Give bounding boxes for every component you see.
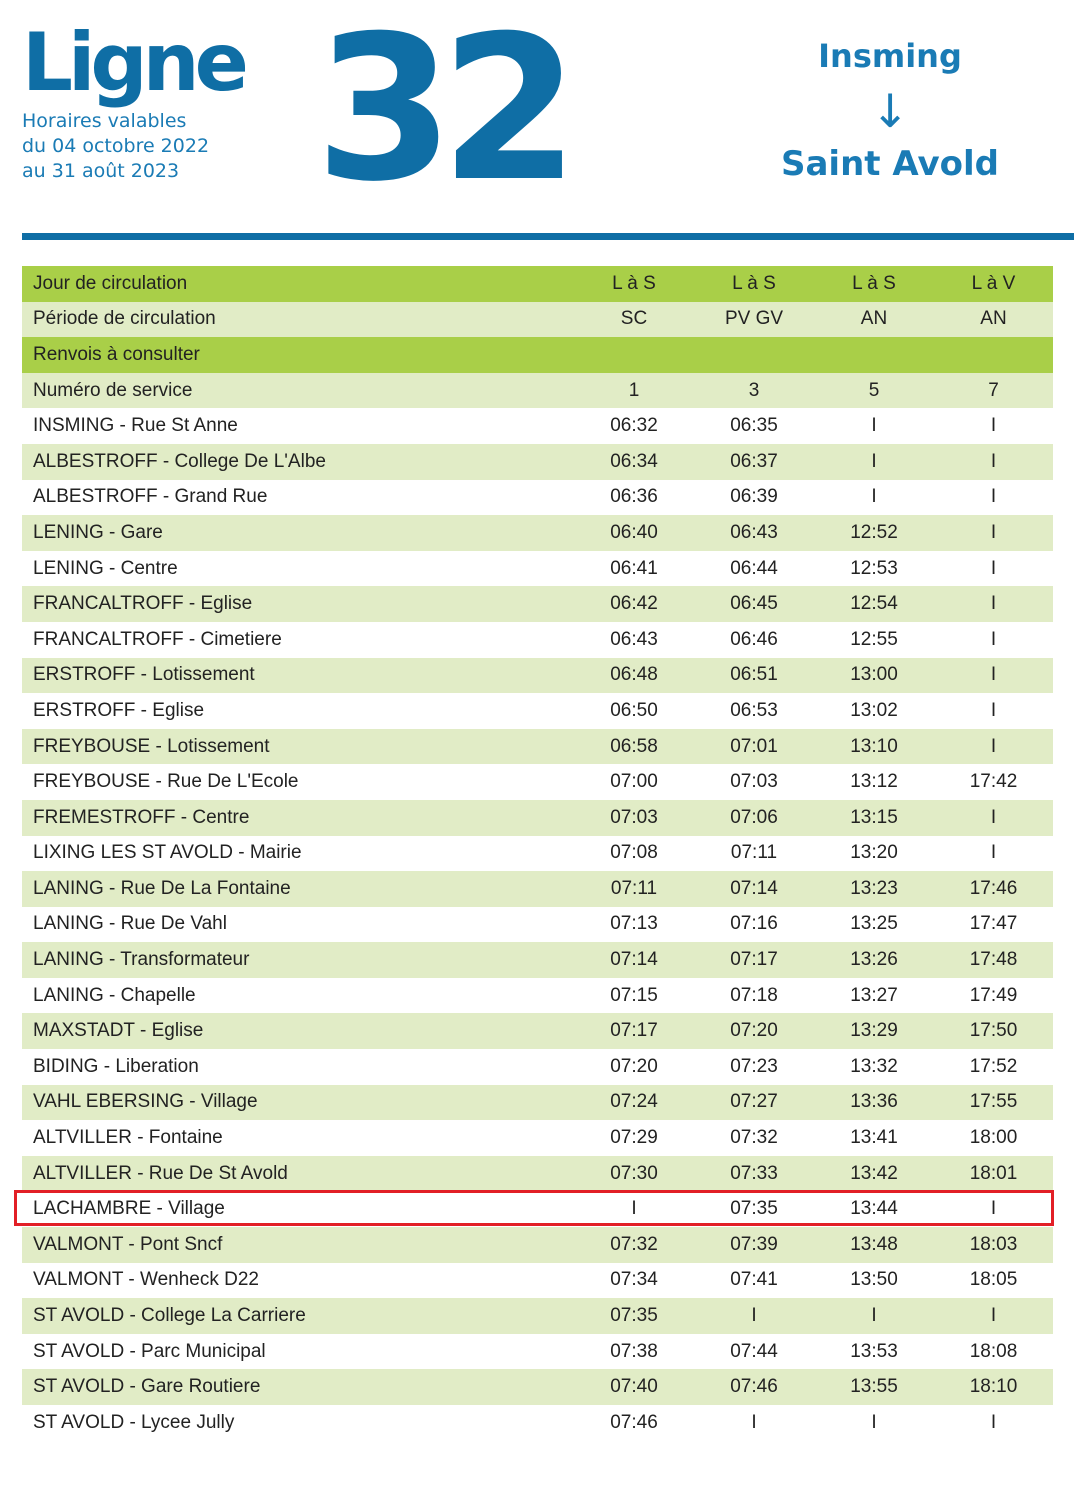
time-cell: 07:33 bbox=[730, 1162, 778, 1184]
stop-name: ALBESTROFF - Grand Rue bbox=[33, 486, 268, 508]
time-cell: I bbox=[990, 450, 997, 472]
time-cell: I bbox=[990, 628, 997, 650]
stop-name: ST AVOLD - College La Carriere bbox=[33, 1305, 306, 1327]
stop-name: ALTVILLER - Fontaine bbox=[33, 1127, 223, 1149]
time-cell: I bbox=[990, 557, 997, 579]
time-cell: 13:00 bbox=[850, 664, 898, 686]
time-cell: 07:44 bbox=[730, 1340, 778, 1362]
time-cell: 12:55 bbox=[850, 628, 898, 650]
stop-name: BIDING - Liberation bbox=[33, 1055, 199, 1077]
header-row bbox=[22, 266, 1053, 302]
time-cell: 13:10 bbox=[850, 735, 898, 757]
time-cell: 13:53 bbox=[850, 1340, 898, 1362]
time-cell: 06:48 bbox=[610, 664, 658, 686]
time-cell: I bbox=[990, 664, 997, 686]
header-cell: L à V bbox=[971, 272, 1016, 294]
time-cell: 07:20 bbox=[730, 1020, 778, 1042]
time-cell: 07:34 bbox=[610, 1269, 658, 1291]
time-cell: 06:39 bbox=[730, 486, 778, 508]
time-cell: 13:41 bbox=[850, 1127, 898, 1149]
time-cell: 13:55 bbox=[850, 1376, 898, 1398]
line-number: 32 bbox=[315, 0, 566, 226]
header-row bbox=[22, 302, 1053, 338]
table-row bbox=[22, 480, 1053, 516]
time-cell: 07:15 bbox=[610, 984, 658, 1006]
time-cell: 06:34 bbox=[610, 450, 658, 472]
table-row bbox=[22, 551, 1053, 587]
time-cell: 13:50 bbox=[850, 1269, 898, 1291]
table-row bbox=[22, 586, 1053, 622]
stop-name: ST AVOLD - Lycee Jully bbox=[33, 1411, 235, 1433]
time-cell: 06:42 bbox=[610, 593, 658, 615]
time-cell: 07:14 bbox=[730, 877, 778, 899]
table-row bbox=[22, 1405, 1053, 1441]
stop-name: LIXING LES ST AVOLD - Mairie bbox=[33, 842, 302, 864]
table-row bbox=[22, 1263, 1053, 1299]
table-row bbox=[22, 658, 1053, 694]
time-cell: 13:32 bbox=[850, 1055, 898, 1077]
time-cell: 18:03 bbox=[969, 1233, 1018, 1255]
header-cell: 1 bbox=[628, 379, 640, 401]
header-row-label: Renvois à consulter bbox=[33, 343, 200, 365]
time-cell: 17:42 bbox=[969, 771, 1018, 793]
time-cell: 06:43 bbox=[730, 521, 778, 543]
header-cell: 3 bbox=[748, 379, 760, 401]
stop-name: ERSTROFF - Eglise bbox=[33, 699, 205, 721]
stop-name: ALBESTROFF - College De L'Albe bbox=[33, 450, 326, 472]
stop-name: FREMESTROFF - Centre bbox=[33, 806, 250, 828]
stop-name: LANING - Transformateur bbox=[33, 949, 250, 971]
time-cell: 06:45 bbox=[730, 593, 778, 615]
time-cell: 13:42 bbox=[850, 1162, 898, 1184]
direction-block bbox=[760, 34, 1020, 186]
arrow-down-icon: ↓ bbox=[870, 84, 910, 138]
timetable bbox=[22, 266, 1053, 1441]
header-cell: PV GV bbox=[724, 308, 784, 330]
table-row bbox=[22, 1227, 1053, 1263]
time-cell: 07:16 bbox=[730, 913, 778, 935]
time-cell: 06:37 bbox=[730, 450, 778, 472]
table-row bbox=[22, 622, 1053, 658]
time-cell: I bbox=[871, 1305, 877, 1327]
time-cell: 17:55 bbox=[969, 1091, 1018, 1113]
header-cell: SC bbox=[620, 308, 648, 330]
table-row bbox=[22, 1298, 1053, 1334]
time-cell: 12:52 bbox=[850, 521, 898, 543]
time-cell: 07:35 bbox=[730, 1198, 778, 1220]
time-cell: I bbox=[631, 1198, 637, 1220]
time-cell: I bbox=[990, 806, 997, 828]
time-cell: 07:20 bbox=[610, 1055, 658, 1077]
time-cell: 06:50 bbox=[610, 699, 658, 721]
time-cell: 07:30 bbox=[610, 1162, 658, 1184]
time-cell: 07:03 bbox=[730, 771, 778, 793]
table-row bbox=[22, 515, 1053, 551]
time-cell: 13:23 bbox=[850, 877, 898, 899]
stop-name: FRANCALTROFF - Cimetiere bbox=[33, 628, 282, 650]
time-cell: 07:18 bbox=[730, 984, 778, 1006]
stop-name: LANING - Chapelle bbox=[33, 984, 196, 1006]
time-cell: I bbox=[990, 1411, 997, 1433]
stop-name: ERSTROFF - Lotissement bbox=[33, 664, 255, 686]
stop-name: LENING - Centre bbox=[33, 557, 178, 579]
table-row bbox=[22, 1334, 1053, 1370]
table-row bbox=[22, 942, 1053, 978]
time-cell: 07:41 bbox=[730, 1269, 778, 1291]
time-cell: 17:50 bbox=[969, 1020, 1018, 1042]
time-cell: I bbox=[990, 735, 997, 757]
time-cell: 18:08 bbox=[969, 1340, 1018, 1362]
stop-name: FREYBOUSE - Lotissement bbox=[33, 735, 270, 757]
time-cell: 17:48 bbox=[969, 949, 1018, 971]
stop-name: FRANCALTROFF - Eglise bbox=[33, 593, 253, 615]
time-cell: 07:38 bbox=[610, 1340, 658, 1362]
table-row bbox=[22, 800, 1053, 836]
time-cell: I bbox=[871, 486, 877, 508]
time-cell: 13:44 bbox=[850, 1198, 898, 1220]
time-cell: 06:53 bbox=[730, 699, 778, 721]
time-cell: 07:17 bbox=[610, 1020, 658, 1042]
time-cell: I bbox=[990, 415, 997, 437]
direction-from: Insming bbox=[818, 37, 962, 75]
table-row bbox=[22, 1120, 1053, 1156]
time-cell: 07:27 bbox=[730, 1091, 778, 1113]
time-cell: I bbox=[871, 1411, 877, 1433]
time-cell: 07:01 bbox=[730, 735, 778, 757]
table-row bbox=[22, 444, 1053, 480]
header-divider bbox=[22, 233, 1074, 240]
time-cell: 07:46 bbox=[730, 1376, 778, 1398]
time-cell: 07:06 bbox=[730, 806, 778, 828]
time-cell: 06:58 bbox=[610, 735, 658, 757]
time-cell: 18:10 bbox=[969, 1376, 1018, 1398]
table-row bbox=[22, 764, 1053, 800]
time-cell: 06:32 bbox=[610, 415, 658, 437]
table-row bbox=[22, 729, 1053, 765]
time-cell: 13:15 bbox=[850, 806, 898, 828]
time-cell: 17:46 bbox=[969, 877, 1018, 899]
time-cell: 12:54 bbox=[850, 593, 898, 615]
header-cell: 5 bbox=[868, 379, 880, 401]
time-cell: I bbox=[871, 450, 877, 472]
table-row bbox=[22, 836, 1053, 872]
time-cell: 07:46 bbox=[610, 1411, 658, 1433]
time-cell: I bbox=[990, 521, 997, 543]
time-cell: 17:49 bbox=[969, 984, 1018, 1006]
time-cell: 06:36 bbox=[610, 486, 658, 508]
time-cell: 07:17 bbox=[730, 949, 778, 971]
time-cell: 13:25 bbox=[850, 913, 898, 935]
time-cell: 06:46 bbox=[730, 628, 778, 650]
time-cell: 18:01 bbox=[969, 1162, 1018, 1184]
time-cell: 13:36 bbox=[850, 1091, 898, 1113]
time-cell: 07:23 bbox=[730, 1055, 778, 1077]
time-cell: I bbox=[751, 1411, 757, 1433]
header-cell: L à S bbox=[732, 272, 776, 294]
stop-name: VALMONT - Pont Sncf bbox=[33, 1233, 223, 1255]
time-cell: I bbox=[990, 1198, 997, 1220]
time-cell: 18:05 bbox=[969, 1269, 1018, 1291]
time-cell: I bbox=[751, 1305, 757, 1327]
table-row bbox=[22, 1085, 1053, 1121]
table-row bbox=[22, 1191, 1053, 1227]
validity-line: du 04 octobre 2022 bbox=[22, 135, 210, 157]
stop-name: ALTVILLER - Rue De St Avold bbox=[33, 1162, 288, 1184]
header-row-label: Période de circulation bbox=[33, 308, 216, 330]
time-cell: 07:32 bbox=[610, 1233, 658, 1255]
table-row bbox=[22, 1013, 1053, 1049]
time-cell: 07:11 bbox=[610, 877, 658, 899]
time-cell: 07:00 bbox=[610, 771, 658, 793]
time-cell: 13:12 bbox=[850, 771, 898, 793]
direction-to: Saint Avold bbox=[781, 144, 999, 184]
header-row bbox=[22, 337, 1053, 373]
header-row bbox=[22, 373, 1053, 409]
stop-name: ST AVOLD - Parc Municipal bbox=[33, 1340, 266, 1362]
time-cell: I bbox=[871, 415, 877, 437]
time-cell: 18:00 bbox=[969, 1127, 1018, 1149]
stop-name: INSMING - Rue St Anne bbox=[33, 415, 238, 437]
time-cell: 07:35 bbox=[610, 1305, 658, 1327]
time-cell: 06:51 bbox=[730, 664, 778, 686]
validity-line: Horaires valables bbox=[22, 110, 187, 132]
table-row bbox=[22, 1156, 1053, 1192]
time-cell: 17:47 bbox=[969, 913, 1018, 935]
table-row bbox=[22, 871, 1053, 907]
time-cell: 07:24 bbox=[610, 1091, 658, 1113]
table-row bbox=[22, 907, 1053, 943]
table-row bbox=[22, 1049, 1053, 1085]
time-cell: 06:35 bbox=[730, 415, 778, 437]
table-row bbox=[22, 978, 1053, 1014]
time-cell: I bbox=[990, 842, 997, 864]
time-cell: I bbox=[990, 593, 997, 615]
table-row bbox=[22, 1369, 1053, 1405]
time-cell: 13:02 bbox=[850, 699, 898, 721]
time-cell: 07:29 bbox=[610, 1127, 658, 1149]
stop-name: LENING - Gare bbox=[33, 521, 163, 543]
time-cell: 07:03 bbox=[610, 806, 658, 828]
header-row-label: Numéro de service bbox=[33, 379, 193, 401]
validity-line: au 31 août 2023 bbox=[22, 160, 180, 182]
time-cell: 13:29 bbox=[850, 1020, 898, 1042]
header-cell: AN bbox=[980, 308, 1007, 330]
stop-name: FREYBOUSE - Rue De L'Ecole bbox=[33, 771, 299, 793]
time-cell: I bbox=[990, 1305, 997, 1327]
time-cell: 06:40 bbox=[610, 521, 658, 543]
time-cell: 13:48 bbox=[850, 1233, 898, 1255]
header-cell: L à S bbox=[852, 272, 896, 294]
time-cell: 07:40 bbox=[610, 1376, 658, 1398]
time-cell: 07:32 bbox=[730, 1127, 778, 1149]
time-cell: I bbox=[990, 486, 997, 508]
time-cell: 06:44 bbox=[730, 557, 778, 579]
header-row-label: Jour de circulation bbox=[33, 272, 188, 294]
time-cell: 13:27 bbox=[850, 984, 898, 1006]
header-cell: 7 bbox=[988, 379, 999, 401]
time-cell: 07:14 bbox=[610, 949, 658, 971]
time-cell: 07:39 bbox=[730, 1233, 778, 1255]
time-cell: 13:26 bbox=[850, 949, 898, 971]
stop-name: VALMONT - Wenheck D22 bbox=[33, 1269, 259, 1291]
stop-name: LACHAMBRE - Village bbox=[33, 1198, 225, 1220]
time-cell: I bbox=[990, 699, 997, 721]
time-cell: 07:13 bbox=[610, 913, 658, 935]
time-cell: 12:53 bbox=[850, 557, 898, 579]
stop-name: VAHL EBERSING - Village bbox=[33, 1091, 258, 1113]
time-cell: 07:08 bbox=[610, 842, 658, 864]
ligne-label: Ligne bbox=[22, 16, 244, 109]
time-cell: 06:41 bbox=[610, 557, 658, 579]
stop-name: LANING - Rue De Vahl bbox=[33, 913, 227, 935]
header-cell: AN bbox=[860, 308, 888, 330]
time-cell: 13:20 bbox=[850, 842, 898, 864]
validity-period bbox=[22, 109, 209, 184]
stop-name: MAXSTADT - Eglise bbox=[33, 1020, 204, 1042]
table-row bbox=[22, 408, 1053, 444]
header-cell: L à S bbox=[612, 272, 656, 294]
time-cell: 06:43 bbox=[610, 628, 658, 650]
stop-name: LANING - Rue De La Fontaine bbox=[33, 877, 291, 899]
time-cell: 07:11 bbox=[730, 842, 778, 864]
time-cell: 17:52 bbox=[969, 1055, 1018, 1077]
stop-name: ST AVOLD - Gare Routiere bbox=[33, 1376, 261, 1398]
table-row bbox=[22, 693, 1053, 729]
